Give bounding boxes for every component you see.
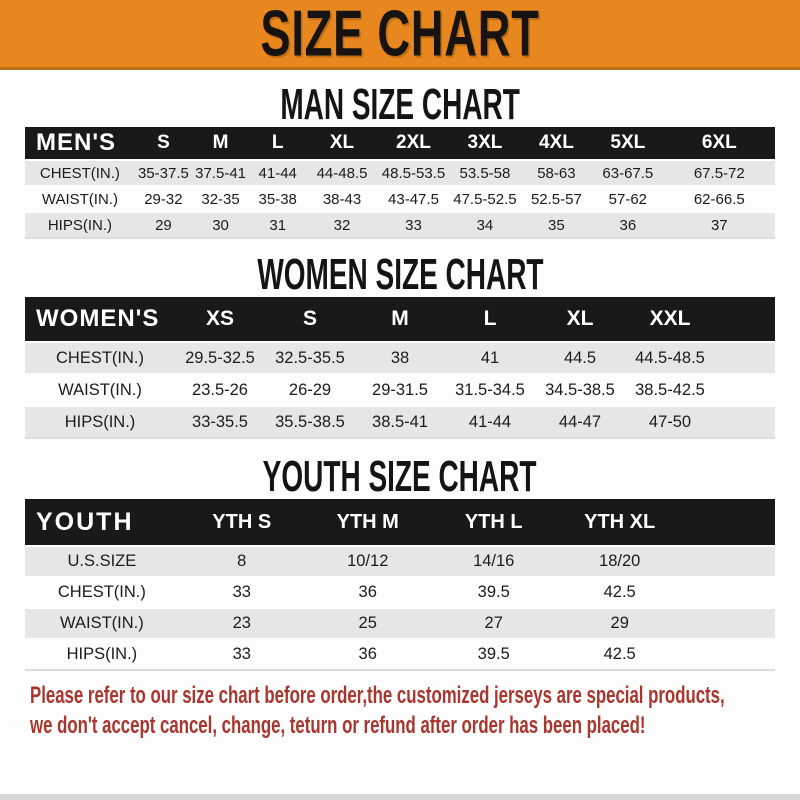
size-value-cell: 44-48.5 <box>316 164 368 182</box>
size-value-cell: 23 <box>232 614 251 632</box>
disclaimer-line-2: we don't accept cancel, change, teturn or refund after order has been placed! <box>30 712 646 739</box>
size-value-cell: 53.5-58 <box>459 164 511 182</box>
size-column-header: S <box>265 297 355 342</box>
size-column-header: M <box>192 127 249 160</box>
order-disclaimer <box>30 681 800 741</box>
row-label: HIPS(IN.) <box>47 216 112 234</box>
size-value-cell: 62-66.5 <box>693 190 745 208</box>
measurement-row <box>25 186 775 212</box>
size-value-cell: 33 <box>405 216 422 234</box>
women-section-heading <box>0 253 800 297</box>
women-heading-text: WOMEN SIZE CHART <box>256 251 544 299</box>
size-column-header: YTH M <box>305 499 431 546</box>
measurement-row <box>25 374 775 406</box>
size-value-cell: 47-50 <box>648 412 692 431</box>
size-value-cell: 42.5 <box>603 583 636 601</box>
spacer-cell <box>715 374 775 406</box>
spacer-cell <box>715 342 775 374</box>
mens-size-table <box>25 127 775 239</box>
table-title-cell: WOMEN'S <box>25 297 175 342</box>
row-label: HIPS(IN.) <box>66 645 138 663</box>
size-value-cell: 25 <box>358 614 377 632</box>
size-header-row <box>25 297 775 342</box>
size-value-cell: 29-31.5 <box>372 380 428 399</box>
measurement-row <box>25 406 775 438</box>
size-value-cell: 38-43 <box>322 190 362 208</box>
size-header-row <box>25 127 775 160</box>
table-title-cell: MEN'S <box>25 127 135 160</box>
disclaimer-line-1: Please refer to our size chart before order,the customized jerseys are special products, <box>30 682 725 709</box>
row-label: CHEST(IN.) <box>56 348 144 367</box>
size-value-cell: 37.5-41 <box>195 164 246 182</box>
size-value-cell: 41-44 <box>468 412 512 431</box>
size-value-cell: 23.5-26 <box>192 380 248 399</box>
size-value-cell: 31 <box>269 216 287 234</box>
youth-heading-text: YOUTH SIZE CHART <box>263 453 537 501</box>
size-column-header: 3XL <box>449 127 520 160</box>
size-column-header: 4XL <box>521 127 592 160</box>
measurement-row <box>25 608 775 639</box>
spacer-cell <box>715 406 775 438</box>
spacer-cell <box>683 639 775 670</box>
size-value-cell: 44.5 <box>563 348 597 367</box>
size-value-cell: 33 <box>232 645 251 663</box>
measurement-row <box>25 342 775 374</box>
size-header-row <box>25 499 775 546</box>
size-value-cell: 36 <box>619 216 637 234</box>
man-heading-text: MAN SIZE CHART <box>280 81 520 129</box>
size-value-cell: 18/20 <box>599 552 641 570</box>
size-column-header: 6XL <box>664 127 775 160</box>
size-value-cell: 10/12 <box>347 552 389 570</box>
row-label: WAIST(IN.) <box>58 380 142 399</box>
size-value-cell: 26-29 <box>288 380 332 399</box>
row-label: U.S.SIZE <box>67 552 137 570</box>
measurement-row <box>25 160 775 186</box>
size-value-cell: 8 <box>237 552 247 570</box>
size-value-cell: 34 <box>476 216 494 234</box>
size-value-cell: 38.5-42.5 <box>635 380 705 399</box>
spacer-cell <box>715 297 775 342</box>
size-value-cell: 48.5-53.5 <box>381 164 446 182</box>
size-value-cell: 42.5 <box>603 645 636 663</box>
size-column-header: XL <box>535 297 625 342</box>
size-value-cell: 32.5-35.5 <box>275 348 345 367</box>
size-value-cell: 32 <box>333 216 351 234</box>
size-column-header: YTH L <box>431 499 557 546</box>
size-value-cell: 35 <box>548 216 565 234</box>
size-value-cell: 41 <box>480 348 500 367</box>
size-value-cell: 47.5-52.5 <box>453 190 517 208</box>
size-value-cell: 32-35 <box>201 190 240 208</box>
size-value-cell: 63-67.5 <box>602 164 654 182</box>
size-value-cell: 14/16 <box>473 552 515 570</box>
size-value-cell: 52.5-57 <box>530 190 582 208</box>
size-value-cell: 43-47.5 <box>388 190 439 208</box>
size-value-cell: 29 <box>155 216 172 234</box>
size-value-cell: 41-44 <box>258 164 297 182</box>
measurement-row <box>25 577 775 608</box>
size-value-cell: 35-38 <box>258 190 297 208</box>
size-column-header: XXL <box>625 297 715 342</box>
measurement-row <box>25 546 775 577</box>
size-value-cell: 30 <box>212 216 229 234</box>
bottom-edge-strip <box>0 794 800 800</box>
size-value-cell: 29 <box>610 614 629 632</box>
size-value-cell: 58-63 <box>537 164 576 182</box>
table-title-cell: YOUTH <box>25 499 179 546</box>
spacer-cell <box>683 546 775 577</box>
man-section-heading <box>0 83 800 127</box>
size-value-cell: 37 <box>710 216 728 234</box>
row-label: CHEST(IN.) <box>57 583 146 601</box>
size-value-cell: 39.5 <box>477 583 510 601</box>
spacer-cell <box>683 608 775 639</box>
size-column-header: 2XL <box>378 127 449 160</box>
womens-size-table <box>25 297 775 439</box>
size-value-cell: 27 <box>484 614 503 632</box>
size-column-header: YTH S <box>179 499 305 546</box>
size-value-cell: 67.5-72 <box>693 164 745 182</box>
size-column-header: S <box>135 127 192 160</box>
size-chart-banner <box>0 0 800 70</box>
youth-size-table <box>25 499 775 671</box>
size-column-header: 5XL <box>592 127 663 160</box>
size-value-cell: 38 <box>390 348 410 367</box>
size-column-header: M <box>355 297 445 342</box>
size-value-cell: 34.5-38.5 <box>545 380 615 399</box>
size-value-cell: 33 <box>232 583 251 601</box>
row-label: CHEST(IN.) <box>39 164 120 182</box>
size-value-cell: 44-47 <box>558 412 602 431</box>
spacer-cell <box>683 577 775 608</box>
size-value-cell: 29.5-32.5 <box>185 348 255 367</box>
size-value-cell: 36 <box>358 645 377 663</box>
size-value-cell: 44.5-48.5 <box>635 348 705 367</box>
size-value-cell: 35.5-38.5 <box>275 412 345 431</box>
banner-title: SIZE CHART <box>260 0 540 70</box>
row-label: HIPS(IN.) <box>64 412 136 431</box>
size-column-header: L <box>445 297 535 342</box>
row-label: WAIST(IN.) <box>41 190 118 208</box>
size-value-cell: 36 <box>358 583 377 601</box>
size-value-cell: 33-35.5 <box>192 412 248 431</box>
measurement-row <box>25 212 775 238</box>
size-column-header: XS <box>175 297 265 342</box>
size-column-header: XL <box>306 127 377 160</box>
size-value-cell: 57-62 <box>608 190 648 208</box>
size-column-header: L <box>249 127 306 160</box>
size-column-header: YTH XL <box>557 499 683 546</box>
size-value-cell: 35-37.5 <box>137 164 189 182</box>
row-label: WAIST(IN.) <box>60 614 144 632</box>
size-value-cell: 29-32 <box>144 190 183 208</box>
size-value-cell: 39.5 <box>477 645 510 663</box>
youth-section-heading <box>0 455 800 499</box>
spacer-cell <box>683 499 775 546</box>
size-value-cell: 38.5-41 <box>372 412 428 431</box>
measurement-row <box>25 639 775 670</box>
size-value-cell: 31.5-34.5 <box>455 380 525 399</box>
